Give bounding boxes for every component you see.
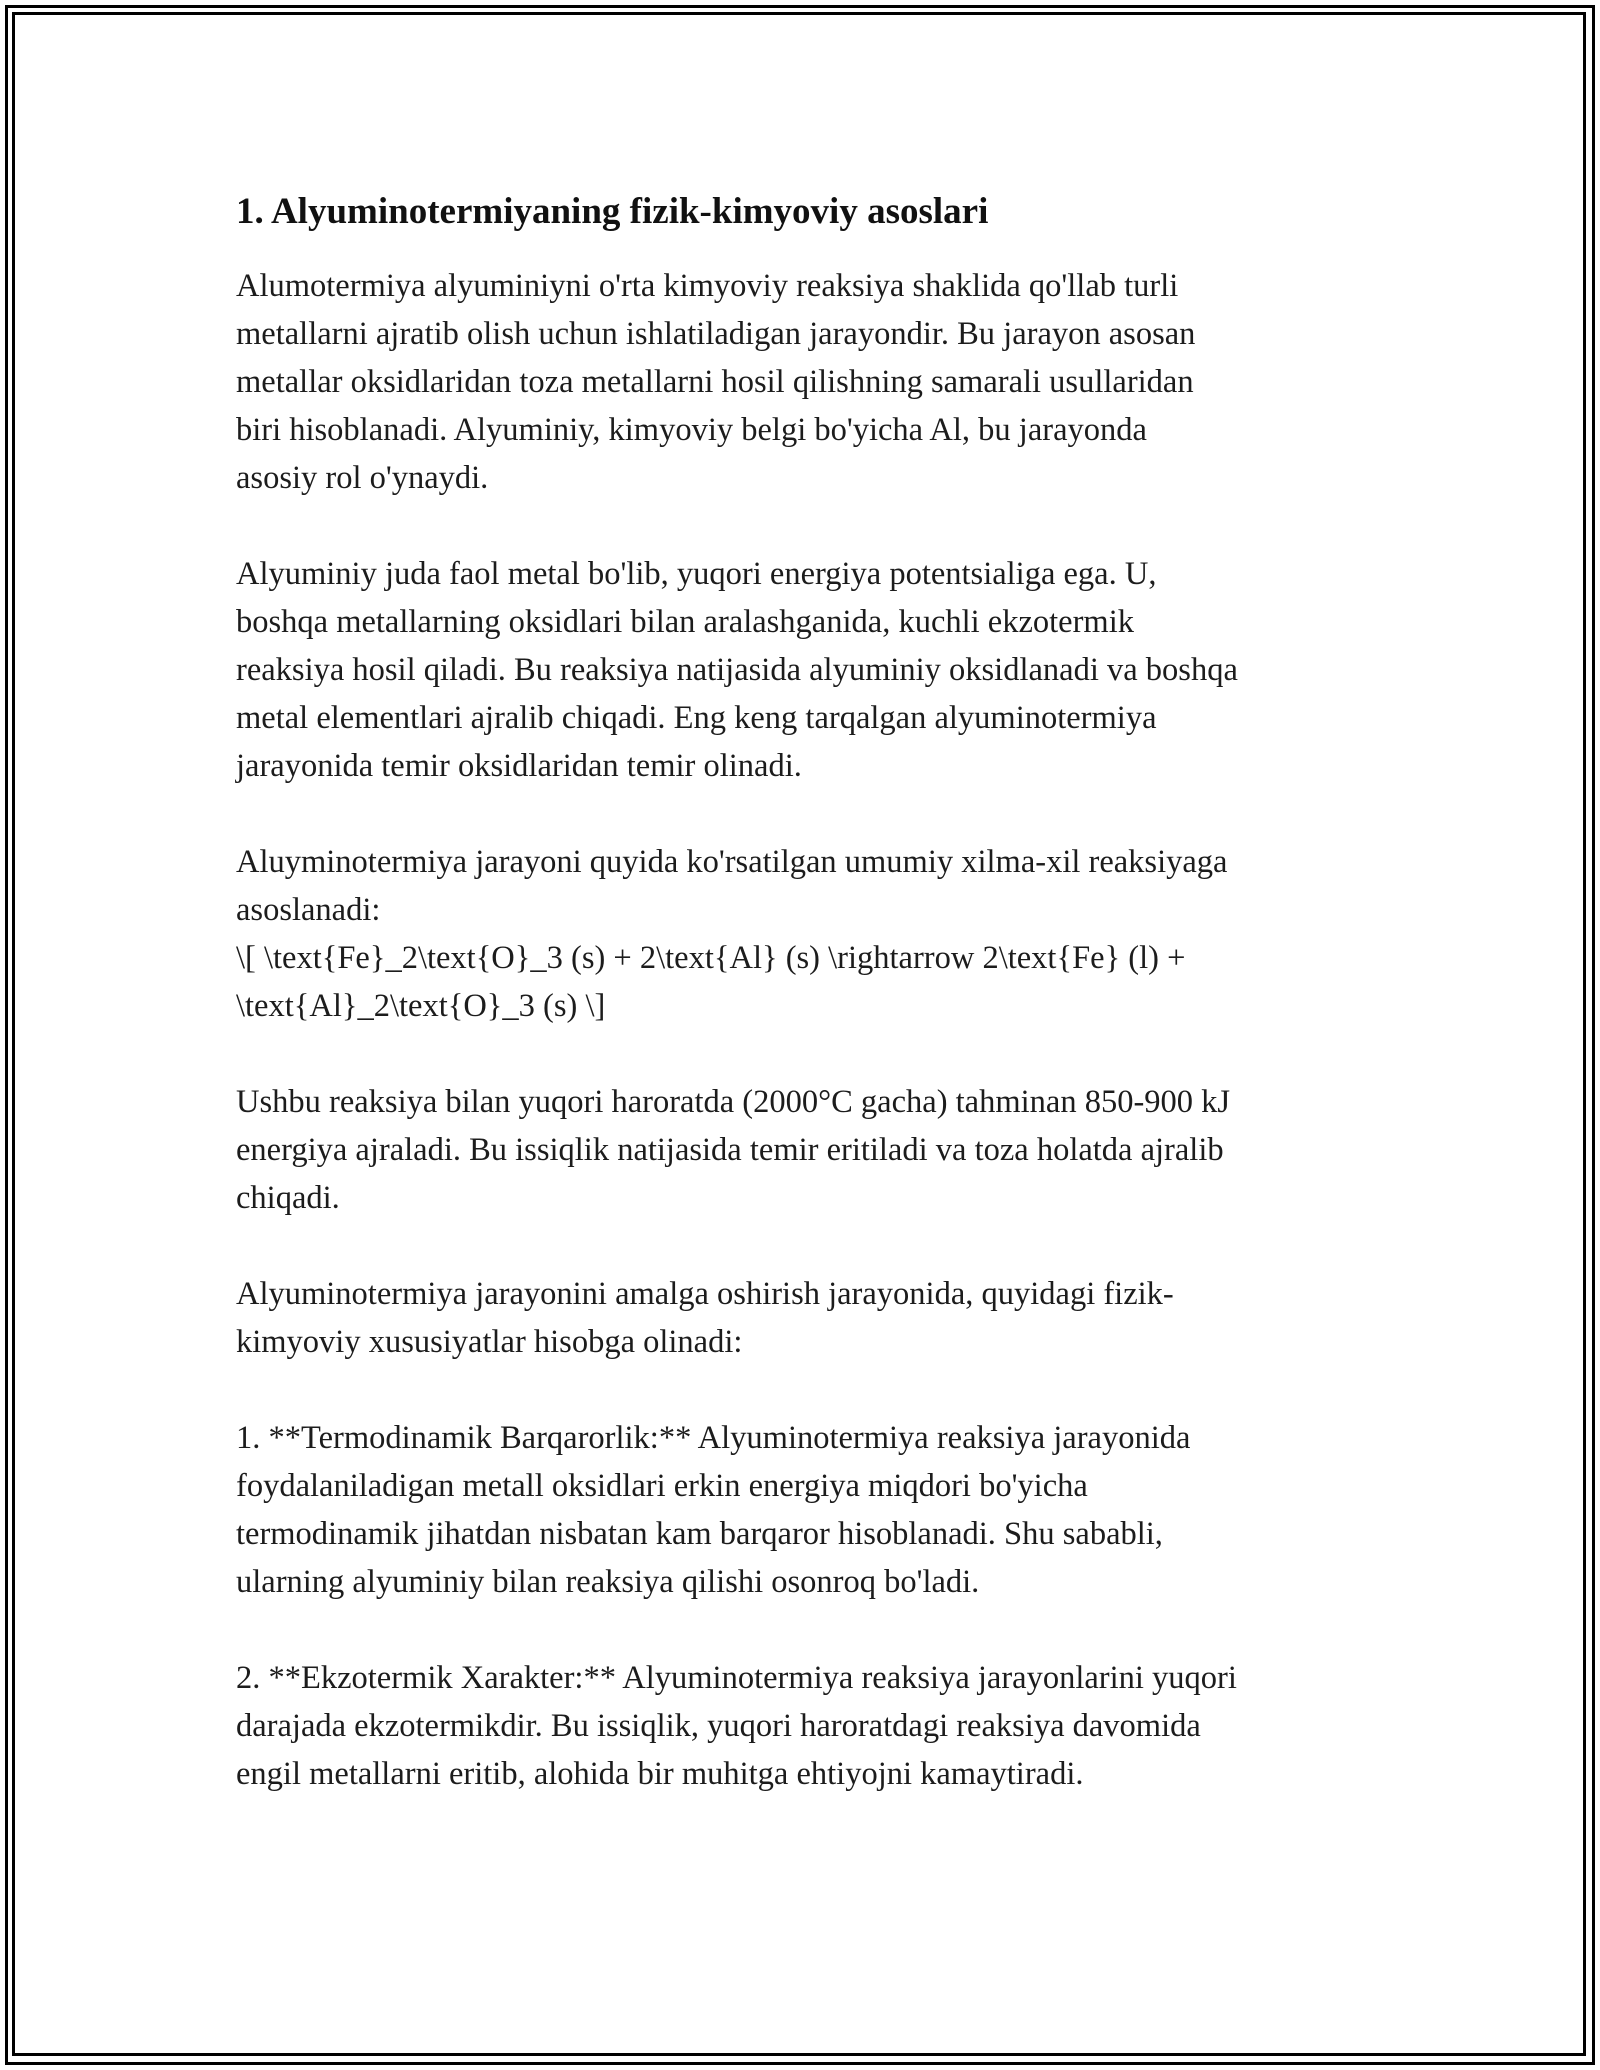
- paragraph-aluminium-activity: [236, 550, 1386, 790]
- text-line: darajada ekzotermikdir. Bu issiqlik, yuqori haroratdagi reaksiya davomida: [236, 1708, 1201, 1744]
- text-line: reaksiya hosil qiladi. Bu reaksiya natijasida alyuminiy oksidlanadi va boshqa: [236, 652, 1238, 688]
- paragraph-energy-release: [236, 1078, 1386, 1222]
- text-line: metal elementlari ajralib chiqadi. Eng keng tarqalgan alyuminotermiya: [236, 700, 1157, 736]
- paragraph-properties-intro: [236, 1270, 1386, 1366]
- section-heading: 1. Alyuminotermiyaning fizik-kimyoviy asoslari: [236, 191, 989, 232]
- text-line: asoslanadi:: [236, 892, 381, 928]
- text-line: Ushbu reaksiya bilan yuqori haroratda (2000°C gacha) tahminan 850-900 kJ: [236, 1084, 1231, 1120]
- text-line: jarayonida temir oksidlaridan temir olinadi.: [236, 748, 802, 784]
- text-line: 2. **Ekzotermik Xarakter:** Alyuminotermiya reaksiya jarayonlarini yuqori: [236, 1660, 1237, 1696]
- equation-line: \[ \text{Fe}_2\text{O}_3 (s) + 2\text{Al} (s) \rightarrow 2\text{Fe} (l) +: [236, 940, 1186, 976]
- text-line: foydalaniladigan metall oksidlari erkin energiya miqdori bo'yicha: [236, 1468, 1088, 1504]
- text-line: Aluyminotermiya jarayoni quyida ko'rsatilgan umumiy xilma-xil reaksiyaga: [236, 844, 1228, 880]
- document-body: [236, 188, 1386, 1846]
- text-line: engil metallarni eritib, alohida bir muhitga ehtiyojni kamaytiradi.: [236, 1756, 1084, 1792]
- paragraph-reaction-equation: [236, 838, 1386, 1030]
- text-line: energiya ajraladi. Bu issiqlik natijasida temir eritiladi va toza holatda ajralib: [236, 1132, 1224, 1168]
- text-line: ularning alyuminiy bilan reaksiya qilishi osonroq bo'ladi.: [236, 1564, 980, 1600]
- text-line: chiqadi.: [236, 1180, 340, 1216]
- text-line: Alyuminiy juda faol metal bo'lib, yuqori energiya potentsialiga ega. U,: [236, 556, 1157, 592]
- text-line: metallar oksidlaridan toza metallarni hosil qilishning samarali usullaridan: [236, 364, 1194, 400]
- paragraph-intro: [236, 262, 1386, 502]
- text-line: termodinamik jihatdan nisbatan kam barqaror hisoblanadi. Shu sababli,: [236, 1516, 1163, 1552]
- text-line: kimyoviy xususiyatlar hisobga olinadi:: [236, 1324, 743, 1360]
- text-line: Alyuminotermiya jarayonini amalga oshirish jarayonida, quyidagi fizik-: [236, 1276, 1174, 1312]
- text-line: 1. **Termodinamik Barqarorlik:** Alyuminotermiya reaksiya jarayonida: [236, 1420, 1191, 1456]
- list-item-exothermic-character: [236, 1654, 1386, 1798]
- text-line: boshqa metallarning oksidlari bilan aralashganida, kuchli ekzotermik: [236, 604, 1134, 640]
- text-line: biri hisoblanadi. Alyuminiy, kimyoviy belgi bo'yicha Al, bu jarayonda: [236, 412, 1147, 448]
- text-line: Alumotermiya alyuminiyni o'rta kimyoviy reaksiya shaklida qo'llab turli: [236, 268, 1179, 304]
- text-line: asosiy rol o'ynaydi.: [236, 460, 489, 496]
- text-line: metallarni ajratib olish uchun ishlatiladigan jarayondir. Bu jarayon asosan: [236, 316, 1196, 352]
- list-item-thermodynamic-stability: [236, 1414, 1386, 1606]
- equation-line: \text{Al}_2\text{O}_3 (s) \]: [236, 988, 606, 1024]
